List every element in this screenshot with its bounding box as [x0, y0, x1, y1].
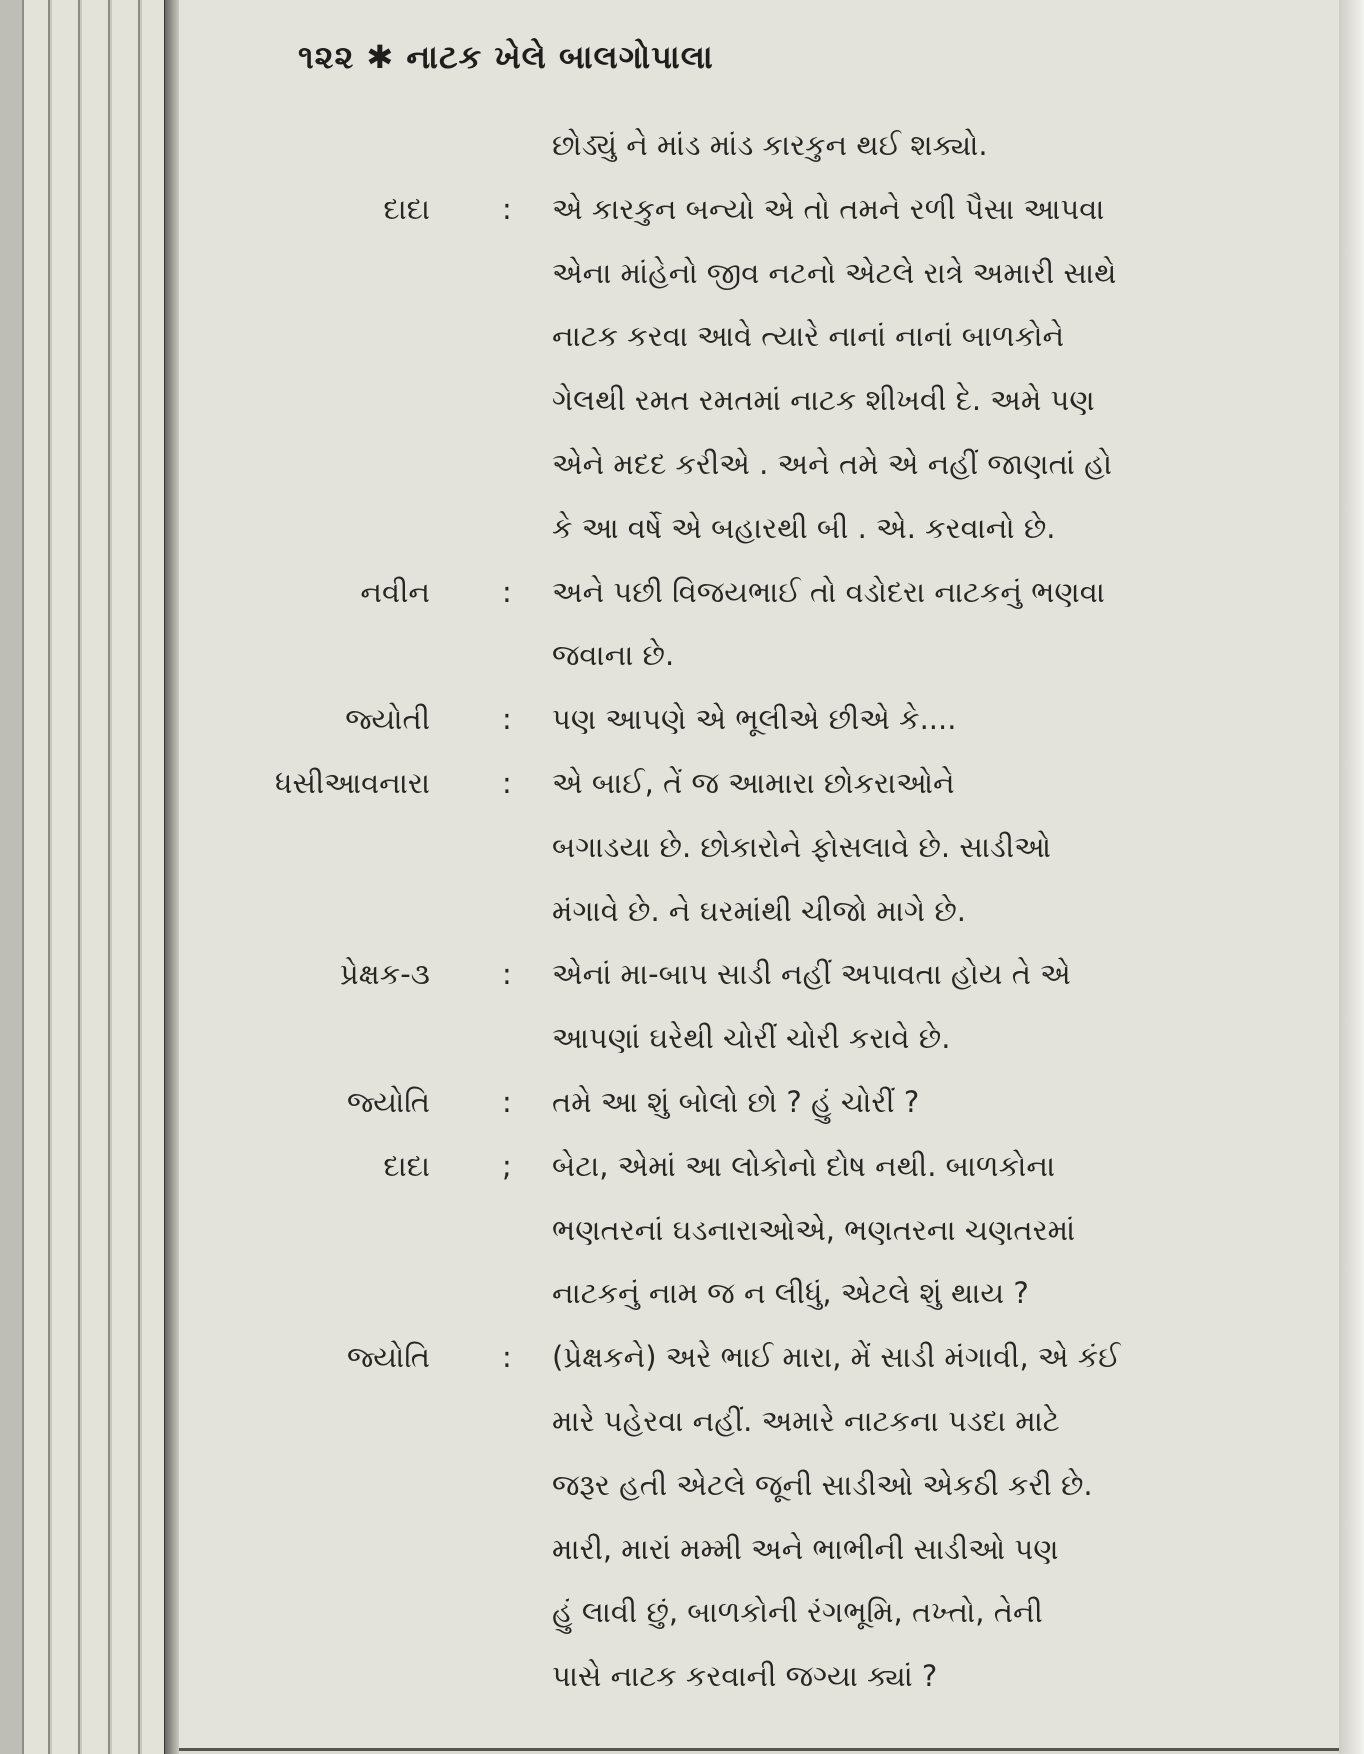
- dialogue-text: જવાના છે.: [552, 638, 675, 673]
- dialogue-text: એને મદદ કરીએ . અને તમે એ નહીં જાણતાં હો: [552, 446, 1112, 481]
- page-edge: [24, 0, 50, 1754]
- dialogue-text: એના માંહેનો જીવ નટનો એટલે રાત્રે અમારી સાથે: [552, 255, 1117, 290]
- dialogue-text: મારે પહેરવા નહીં. અમારે નાટકના પડદા માટે: [552, 1403, 1060, 1438]
- book-gutter: [165, 0, 179, 1754]
- page-header: ૧૨૨ ✱ નાટક ખેલે બાલગોપાલા: [298, 38, 714, 76]
- page-edge: [142, 0, 167, 1754]
- dialogue-text: બગાડયા છે. છોકારોને ફોસલાવે છે. સાડીઓ: [552, 829, 1052, 864]
- dialogue-text: એનાં મા-બાપ સાડી નહીં અપાવતા હોય તે એ: [552, 957, 1071, 992]
- dialogue-text: મંગાવે છે. ને ઘરમાંથી ચીજો માગે છે.: [552, 893, 966, 928]
- script-body: [275, 128, 1275, 1723]
- script-line: [290, 702, 1275, 766]
- script-line: [290, 957, 1275, 1021]
- script-line: [290, 1276, 1275, 1340]
- dialogue-text: કે આ વર્ષે એ બહારથી બી . એ. કરવાનો છે.: [552, 510, 1056, 545]
- page-right-edge: [1339, 0, 1364, 1754]
- speaker-name: દાદા: [383, 1148, 430, 1183]
- dialogue-text: નાટક કરવા આવે ત્યારે નાનાં નાનાં બાળકોને: [552, 319, 1065, 354]
- dialogue-text: (પ્રેક્ષકને) અરે ભાઈ મારા, મેં સાડી મંગાવી, એ કંઈ: [552, 1340, 1121, 1375]
- script-line: [290, 447, 1275, 511]
- dialogue-text: આપણાં ઘરેથી ચોરીં ચોરી કરાવે છે.: [552, 1021, 951, 1056]
- dialogue-text: બેટા, એમાં આ લોકોનો દોષ નથી. બાળકોના: [552, 1148, 1056, 1183]
- dialogue-text: છોડ્યું ને માંડ માંડ કારકુન થઈ શક્યો.: [552, 128, 988, 162]
- speaker-name: જ્યોતિ: [347, 1084, 430, 1119]
- speaker-colon: :: [502, 957, 512, 992]
- script-line: [290, 1532, 1275, 1596]
- script-line: [290, 1149, 1275, 1213]
- script-line: [290, 830, 1275, 894]
- speaker-name: દાદા: [383, 191, 430, 226]
- dialogue-text: ભણતરનાં ઘડનારાઓએ, ભણતરના ચણતરમાં: [552, 1212, 1076, 1247]
- speaker-name: નવીન: [360, 574, 430, 609]
- script-line: [290, 383, 1275, 447]
- dialogue-text: નાટકનું નામ જ ન લીધું, એટલે શું થાય ?: [552, 1276, 1029, 1311]
- speaker-name: ધસીઆવનારા: [275, 765, 430, 800]
- dialogue-text: એ કારકુન બન્યો એ તો તમને રળી પૈસા આપવા: [552, 191, 1105, 226]
- script-line: [290, 1085, 1275, 1149]
- script-line: [290, 1213, 1275, 1277]
- script-line: [290, 1595, 1275, 1659]
- script-line: [290, 128, 1275, 192]
- script-line: [290, 256, 1275, 320]
- dialogue-text: પણ આપણે એ ભૂલીએ છીએ કે....: [552, 702, 957, 737]
- speaker-name: જ્યોતિ: [347, 1340, 430, 1375]
- page-edge: [82, 0, 110, 1754]
- speaker-colon: :: [502, 574, 512, 609]
- dialogue-text: મારી, મારાં મમ્મી અને ભાભીની સાડીઓ પણ: [552, 1531, 1059, 1566]
- dialogue-text: પાસે નાટક કરવાની જગ્યા ક્યાં ?: [552, 1659, 938, 1694]
- dialogue-text: જરૂર હતી એટલે જૂની સાડીઓ એકઠી કરી છે.: [552, 1467, 1093, 1502]
- speaker-colon: :: [502, 1084, 512, 1119]
- dialogue-text: તમે આ શું બોલો છો ? હું ચોરીં ?: [552, 1084, 920, 1119]
- dialogue-text: એ બાઈ, તેં જ આમારા છોકરાઓને: [552, 765, 955, 800]
- script-line: [290, 192, 1275, 256]
- page-edge: [52, 0, 80, 1754]
- script-line: [275, 765, 1275, 830]
- script-line: [290, 638, 1275, 702]
- dialogue-text: અને પછી વિજયભાઈ તો વડોદરા નાટકનું ભણવા: [552, 574, 1105, 609]
- script-line: [290, 894, 1275, 958]
- script-line: [290, 575, 1275, 639]
- script-line: [290, 1659, 1275, 1723]
- speaker-colon: :: [502, 191, 512, 226]
- dialogue-text: હું લાવી છું, બાળકોની રંગભૂમિ, તખ્તો, તેની: [552, 1595, 1043, 1630]
- script-line: [290, 1021, 1275, 1085]
- speaker-colon: :: [502, 702, 512, 737]
- speaker-colon: ;: [502, 1148, 512, 1183]
- script-line: [290, 511, 1275, 575]
- speaker-colon: :: [502, 1340, 512, 1375]
- script-line: [290, 1468, 1275, 1532]
- script-line: [290, 1404, 1275, 1468]
- script-line: [290, 319, 1275, 383]
- stacked-page-edges: [0, 0, 165, 1754]
- speaker-colon: :: [502, 765, 512, 800]
- script-line: [290, 1340, 1275, 1404]
- page-edge: [0, 0, 24, 1754]
- dialogue-text: ગેલથી રમત રમતમાં નાટક શીખવી દે. અમે પણ: [552, 383, 1095, 418]
- speaker-name: જ્યોતી: [345, 702, 430, 737]
- page-edge: [112, 0, 140, 1754]
- speaker-name: પ્રેક્ષક-૩: [339, 957, 430, 992]
